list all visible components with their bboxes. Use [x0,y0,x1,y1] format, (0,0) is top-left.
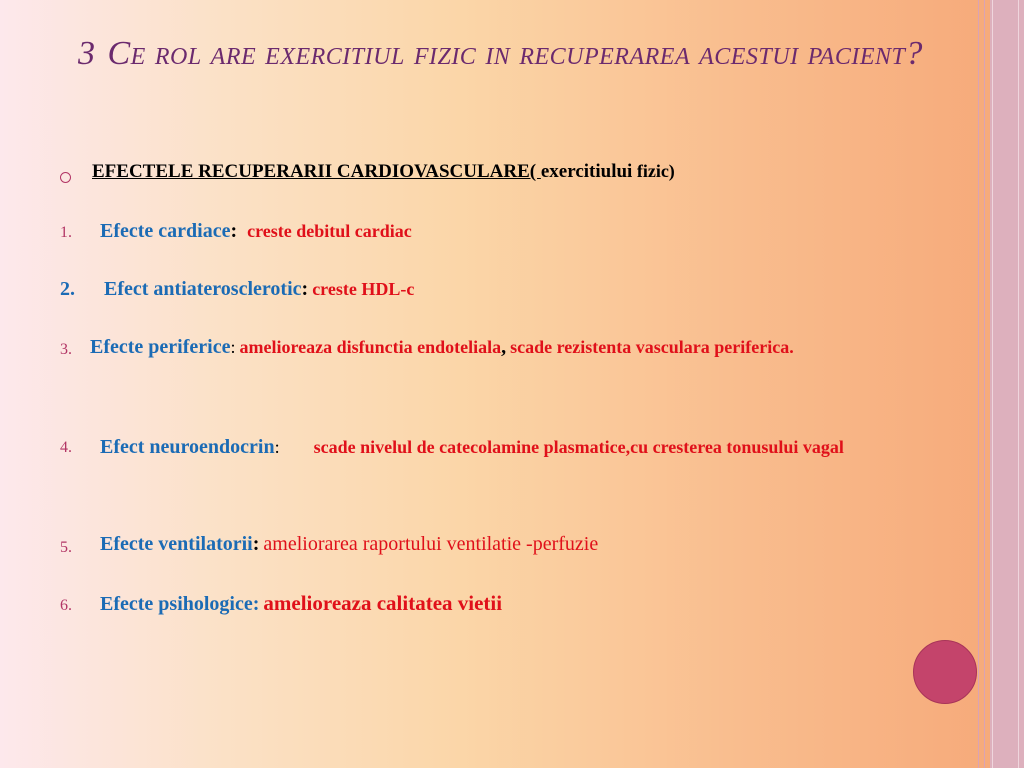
section-heading [92,161,675,183]
item-body: scade nivelul de catecolamine plasmatice,cu cresterea tonusului vagal [313,437,844,457]
item-sep: , [501,336,507,358]
item-body: creste debitul cardiac [247,221,412,241]
list-marker: 2. [60,278,75,300]
item-body: ameliorarea raportului ventilatie -perfuzie [263,533,599,555]
list-item [60,220,962,243]
list-marker: 5. [60,539,72,556]
item-body: amelioreaza calitatea vietii [263,591,503,615]
section-heading-underlined: EFECTELE RECUPERARII CARDIOVASCULARE( [92,161,541,182]
title-text: Ce rol are exercitiul fizic in recuperarea acestui pacient? [107,35,923,72]
item-heading: Efect neuroendocrin [100,436,275,458]
item-heading: Efecte psihologice: [100,593,260,615]
list-marker: 3. [60,341,72,358]
item-body-b: scade rezistenta vasculara periferica. [510,337,794,357]
list-item [60,278,962,301]
item-body-a: amelioreaza disfunctia endoteliala [239,337,502,357]
slide-title [78,28,938,80]
list-item [60,425,962,471]
item-heading: Efect antiaterosclerotic [104,278,302,300]
circle-bullet-icon [60,172,71,183]
list-item [60,533,962,556]
item-colon: : [230,220,238,242]
section-heading-small: fizic) [632,161,675,181]
decorative-circle [913,640,977,704]
right-decorative-stripes [978,0,1024,768]
title-number: 3 [78,35,96,72]
item-colon: : [252,533,260,555]
item-body: creste HDL-c [312,279,415,299]
item-colon: : [230,337,236,357]
list-item [60,591,962,616]
list-marker: 4. [60,439,72,456]
item-heading: Efecte cardiace [100,220,231,242]
list-marker: 6. [60,597,72,614]
list-item [60,325,962,371]
item-heading: Efecte ventilatorii [100,533,253,555]
list-marker: 1. [60,224,72,241]
item-heading: Efecte periferice [90,336,231,358]
item-colon: : [301,278,309,300]
item-colon: : [274,437,280,457]
section-heading-rest: exercitiului [540,161,633,182]
